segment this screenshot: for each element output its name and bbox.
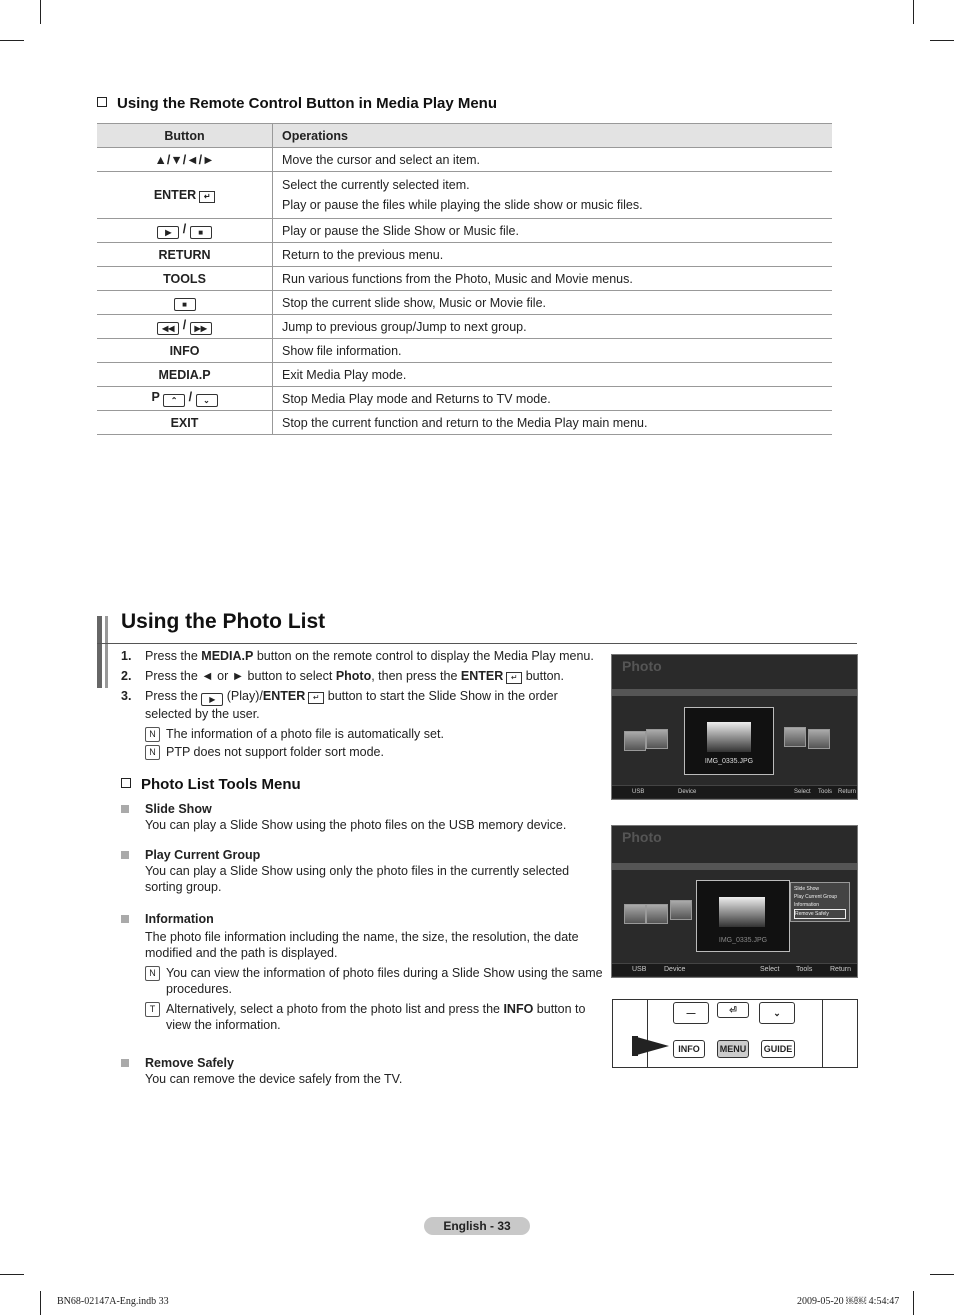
thumbnail xyxy=(624,904,646,924)
crop-mark xyxy=(913,1291,914,1315)
header-operations: Operations xyxy=(273,124,833,148)
stop-icon: ■ xyxy=(174,298,196,311)
rewind-icon: ◀◀ xyxy=(157,322,179,335)
crop-mark xyxy=(913,0,914,24)
bullet-square-icon xyxy=(121,915,129,923)
note xyxy=(145,744,606,760)
step-text-part: , then press the xyxy=(371,669,461,683)
ops-cell: Stop the current slide show, Music or Movie file. xyxy=(273,291,833,315)
step-text-part: button to start the Slide Show in the order selected by the user. xyxy=(145,689,558,721)
photo-filename: IMG_0335.JPG xyxy=(718,937,768,944)
note-text: You can view the information of photo files during a Slide Show using the same procedures. xyxy=(166,966,603,996)
device-label: Device xyxy=(664,966,686,973)
ops-cell: Return to the previous menu. xyxy=(273,243,833,267)
note xyxy=(145,1001,606,1033)
screen-title: Photo xyxy=(622,658,662,674)
list-item xyxy=(121,911,606,1033)
photo-filename: IMG_0335.JPG xyxy=(704,758,754,765)
menu-item-slide-show[interactable]: Slide Show xyxy=(794,886,820,892)
remote-button-table xyxy=(97,123,832,435)
button-play-pause: ▶ / ■ xyxy=(97,219,273,243)
table-row xyxy=(97,148,832,172)
tool-name: Play Current Group xyxy=(145,848,261,862)
note-text-part: Alternatively, select a photo from the photo list and press the xyxy=(166,1002,504,1016)
timeline-bar xyxy=(612,863,857,870)
ops-cell: Show file information. xyxy=(273,339,833,363)
button-p-channel: P ⌃ / ⌄ xyxy=(97,387,273,411)
bullet-square-icon xyxy=(121,851,129,859)
menu-item-play-current-group[interactable]: Play Current Group xyxy=(794,894,838,900)
table-row xyxy=(97,339,832,363)
ops-cell: Jump to previous group/Jump to next group. xyxy=(273,315,833,339)
photo-preview xyxy=(719,897,765,927)
thumbnail xyxy=(784,727,806,747)
table-row xyxy=(97,315,832,339)
footer-date: 2009-05-20 ￼￼ 4:54:47 xyxy=(797,1296,900,1307)
return-label: Return xyxy=(838,789,857,795)
pointer-arrow-icon xyxy=(633,1036,669,1056)
pointer-bar xyxy=(632,1036,638,1056)
checkbox-square-icon xyxy=(121,778,131,788)
ops-cell: Stop the current function and return to the Media Play main menu. xyxy=(273,411,833,435)
step-text-bold: ENTER xyxy=(460,669,504,683)
table-row xyxy=(97,219,832,243)
usb-label: USB xyxy=(632,966,647,973)
step-text-part: Press the ◄ or ► button to select xyxy=(145,669,336,683)
p-label: P xyxy=(151,390,160,404)
button-return: RETURN xyxy=(97,243,273,267)
tool-heading xyxy=(121,801,606,817)
enter-label: ENTER xyxy=(153,187,197,202)
footer-file: BN68-02147A-Eng.indb 33 xyxy=(57,1296,169,1307)
button-tools: TOOLS xyxy=(97,267,273,291)
photo-tools-screen xyxy=(611,825,858,978)
play-icon: ▶ xyxy=(201,693,223,706)
ops-cell: Exit Media Play mode. xyxy=(273,363,833,387)
step-number: 2. xyxy=(121,669,132,683)
section-title-text: Using the Remote Control Button in Media Play Menu xyxy=(117,95,498,112)
steps-list xyxy=(121,648,606,762)
crop-mark xyxy=(0,40,24,41)
step-text-part: button. xyxy=(522,669,564,683)
menu-key[interactable]: MENU xyxy=(717,1040,749,1058)
enter-icon: ↵ xyxy=(308,692,324,704)
selected-photo xyxy=(696,880,790,952)
note-text: The information of a photo file is automatically set. xyxy=(166,727,444,741)
tool-name: Information xyxy=(145,912,214,926)
table-row xyxy=(97,363,832,387)
ops-cell: Stop Media Play mode and Returns to TV mode. xyxy=(273,387,833,411)
table-header xyxy=(97,124,832,148)
page-number: English - 33 xyxy=(424,1217,530,1235)
table-row xyxy=(97,291,832,315)
section-title-remote xyxy=(97,95,497,112)
bullet-square-icon xyxy=(121,805,129,813)
menu-item-information[interactable]: Information xyxy=(794,902,820,908)
status-bar xyxy=(612,785,857,798)
list-item xyxy=(121,668,606,684)
title-accent-bar xyxy=(105,616,108,688)
button-enter xyxy=(97,172,273,219)
button-arrows: ▲/▼/◄/► xyxy=(97,148,273,172)
note-icon: N xyxy=(145,966,160,981)
crop-mark xyxy=(930,1274,954,1275)
table-row xyxy=(97,172,832,219)
usb-label: USB xyxy=(632,789,645,795)
selected-photo xyxy=(684,707,774,775)
tool-heading xyxy=(121,1055,606,1071)
note-text xyxy=(166,1001,606,1033)
device-label: Device xyxy=(678,789,697,795)
table-row xyxy=(97,243,832,267)
channel-down-icon: ⌄ xyxy=(196,394,218,407)
step-text xyxy=(145,688,606,722)
tool-name: Slide Show xyxy=(145,802,212,816)
title-rule xyxy=(97,643,857,644)
tools-menu xyxy=(790,882,850,922)
tools-label: Tools xyxy=(796,966,813,973)
section-title-text: Photo List Tools Menu xyxy=(141,776,301,793)
step-text xyxy=(145,648,606,664)
checkbox-square-icon xyxy=(97,97,107,107)
step-text-part: button on the remote control to display the Media Play menu. xyxy=(253,649,594,663)
channel-up-icon: ⌃ xyxy=(163,394,185,407)
timeline-bar xyxy=(612,689,857,696)
step-text-bold: Photo xyxy=(335,669,372,683)
tools-list xyxy=(121,801,606,1101)
step-text-part: (Play)/ xyxy=(226,689,263,703)
select-label: Select xyxy=(794,789,811,795)
tip-icon: T xyxy=(145,1002,160,1017)
ops-cell: Move the cursor and select an item. xyxy=(273,148,833,172)
step-number: 3. xyxy=(121,689,132,703)
step-text-bold: MEDIA.P xyxy=(201,649,254,663)
step-text-bold: ENTER xyxy=(262,689,306,703)
note xyxy=(145,726,606,742)
tool-desc: You can play a Slide Show using only the photo files in the currently selected sorting group. xyxy=(145,864,570,894)
tool-desc: You can remove the device safely from the TV. xyxy=(145,1072,403,1086)
crop-mark xyxy=(40,0,41,24)
table-row xyxy=(97,387,832,411)
guide-key[interactable]: GUIDE xyxy=(761,1040,795,1058)
tool-desc: You can play a Slide Show using the photo files on the USB memory device. xyxy=(145,818,567,832)
thumbnail xyxy=(624,731,646,751)
note xyxy=(145,965,606,997)
screen-title: Photo xyxy=(622,829,662,845)
photo-preview xyxy=(707,722,751,752)
button-rew-ff: ◀◀ / ▶▶ xyxy=(97,315,273,339)
step-text-part: Press the xyxy=(145,689,202,703)
menu-item-remove-safely[interactable]: Remove Safely xyxy=(794,909,846,919)
tool-heading xyxy=(121,911,606,927)
down-key: ⌄ xyxy=(759,1002,795,1024)
thumbnail xyxy=(646,729,668,749)
button-stop xyxy=(97,291,273,315)
table-row xyxy=(97,411,832,435)
list-item xyxy=(121,1055,606,1087)
minus-key: — xyxy=(673,1002,709,1024)
list-item xyxy=(121,801,606,833)
tool-heading xyxy=(121,847,606,863)
step-text xyxy=(145,668,606,684)
crop-mark xyxy=(930,40,954,41)
tool-name: Remove Safely xyxy=(145,1056,234,1070)
source-key: ⏎ xyxy=(717,1002,749,1018)
play-icon: ▶ xyxy=(157,226,179,239)
enter-icon: ↵ xyxy=(506,672,522,684)
note-text-part: button to view the information. xyxy=(166,1002,586,1032)
crop-mark xyxy=(0,1274,24,1275)
thumbnail xyxy=(670,900,692,920)
bullet-square-icon xyxy=(121,1059,129,1067)
thumbnail xyxy=(808,729,830,749)
note-icon: N xyxy=(145,745,160,760)
thumbnail xyxy=(646,904,668,924)
select-label: Select xyxy=(760,966,780,973)
remote-illustration xyxy=(612,999,858,1068)
ops-line: Select the currently selected item. xyxy=(282,178,470,192)
ops-cell: Run various functions from the Photo, Music and Movie menus. xyxy=(273,267,833,291)
ops-cell: Play or pause the Slide Show or Music file. xyxy=(273,219,833,243)
step-text-part: Press the xyxy=(145,649,202,663)
enter-icon: ↵ xyxy=(199,191,215,203)
crop-mark xyxy=(40,1291,41,1315)
ops-line: Play or pause the files while playing the slide show or music files. xyxy=(282,198,643,212)
list-item xyxy=(121,847,606,895)
list-item xyxy=(121,648,606,664)
page-title: Using the Photo List xyxy=(121,610,326,633)
section-title-tools xyxy=(121,776,301,793)
ops-cell xyxy=(273,172,833,219)
title-accent-bar xyxy=(97,616,102,688)
status-bar xyxy=(612,963,857,976)
note-text: PTP does not support folder sort mode. xyxy=(166,745,384,759)
step-number: 1. xyxy=(121,649,132,663)
photo-list-screen xyxy=(611,654,858,800)
button-media-p: MEDIA.P xyxy=(97,363,273,387)
button-info: INFO xyxy=(97,339,273,363)
info-key[interactable]: INFO xyxy=(673,1040,705,1058)
tool-desc: The photo file information including the name, the size, the resolution, the date modified and the path is displayed. xyxy=(145,930,579,960)
header-button: Button xyxy=(97,124,273,148)
list-item xyxy=(121,688,606,722)
table-row xyxy=(97,267,832,291)
return-label: Return xyxy=(830,966,852,973)
tools-label: Tools xyxy=(818,789,833,795)
button-exit: EXIT xyxy=(97,411,273,435)
pause-icon: ■ xyxy=(190,226,212,239)
note-icon: N xyxy=(145,727,160,742)
note-text-bold: INFO xyxy=(503,1002,534,1016)
fast-forward-icon: ▶▶ xyxy=(190,322,212,335)
